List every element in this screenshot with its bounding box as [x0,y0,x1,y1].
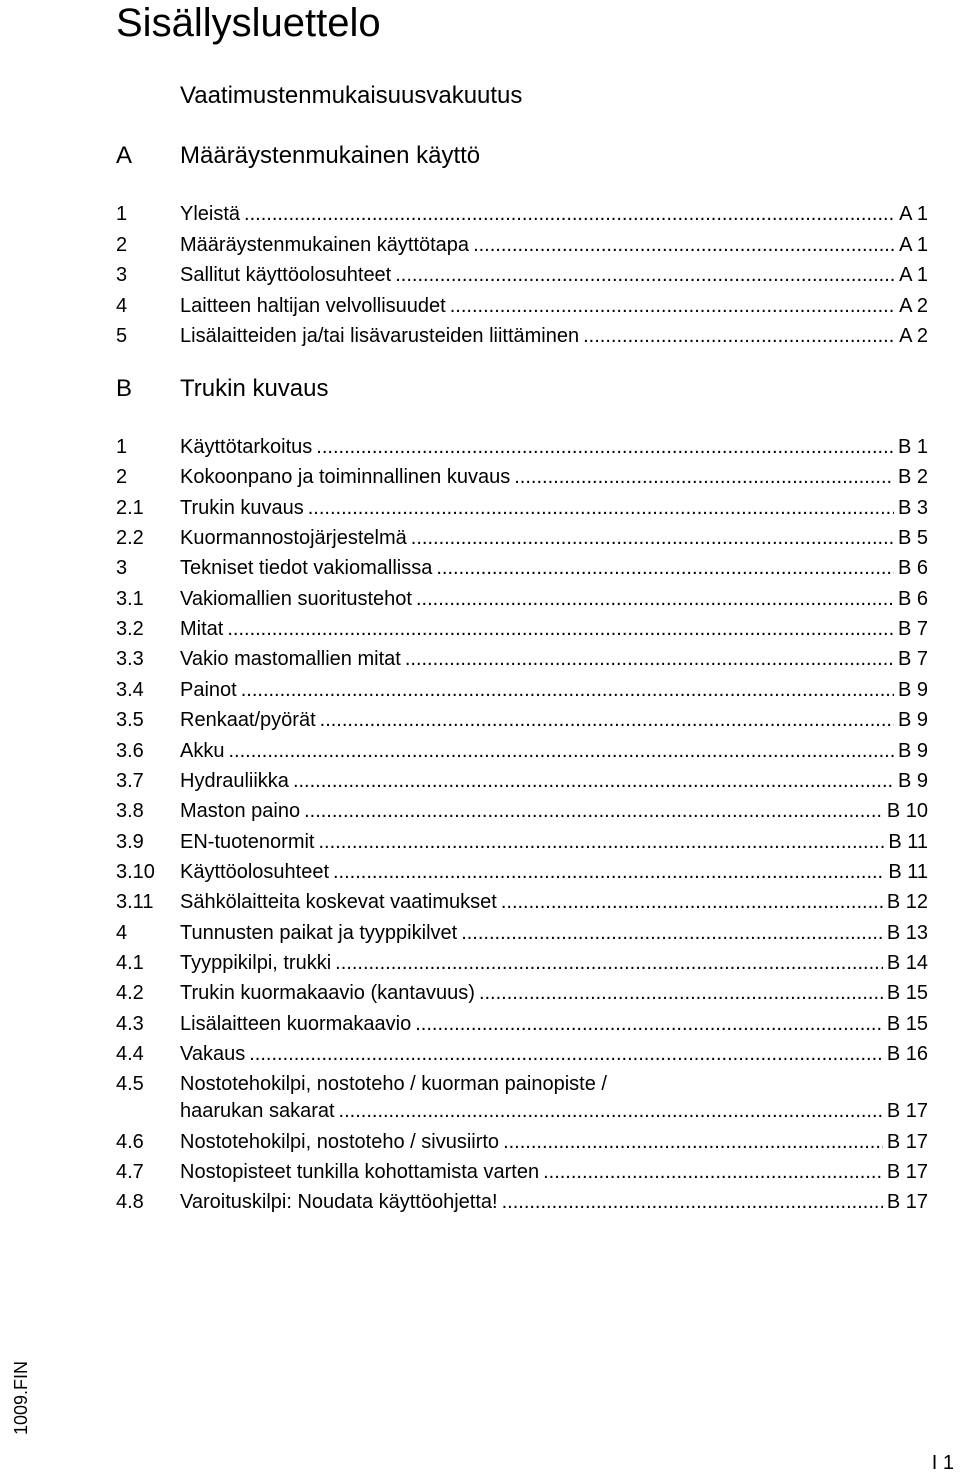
toc-entry[interactable] [116,1011,928,1037]
dot-leader [405,646,894,672]
toc-entry-page: B 17 [886,1191,928,1214]
toc-entry-title: Hydrauliikka [180,769,289,792]
toc-entry-page: B 5 [897,527,928,550]
toc-entry-number: 3.6 [116,739,144,762]
toc-entry-title: Trukin kuvaus [180,496,304,519]
toc-entry-title: Varoituskilpi: Noudata käyttöohjetta! [180,1191,498,1214]
dot-leader [228,738,894,764]
toc-entry-number: 4 [116,294,128,317]
toc-entry-number: 2 [116,233,128,256]
toc-entry-line [180,586,928,612]
toc-entry-line [180,829,928,855]
dot-leader [450,293,895,319]
toc-entry[interactable] [116,798,928,824]
toc-entry-title: Vakaus [180,1043,246,1065]
toc-entry-page: B 9 [897,709,928,732]
toc-entry-number: 2.2 [116,527,144,550]
page-number: I 1 [931,1452,954,1474]
toc-entry-number: 4.1 [116,951,144,974]
toc-entry-number: 3.9 [116,830,144,853]
toc-entry[interactable] [116,525,928,551]
toc-entry[interactable] [116,201,928,227]
dot-leader [501,889,883,915]
dot-leader [316,434,894,460]
toc-entry-title: Nostopisteet tunkilla kohottamista varten [180,1161,540,1184]
dot-leader [333,859,884,885]
dot-leader [503,1129,883,1155]
toc-entry[interactable] [116,859,928,885]
toc-entry-title: Lisälaitteen kuormakaavio [180,1012,412,1035]
toc-entry-line [180,950,928,976]
toc-entry-title: Nostotehokilpi, nostoteho / sivusiirto [180,1130,500,1153]
dot-leader [543,1159,883,1185]
toc-entry-page: B 9 [897,739,928,762]
toc-entry-title-continued: haarukan sakarat [180,1100,335,1123]
toc-entry-line [180,677,928,703]
toc-entry-line [180,434,928,460]
dot-leader [416,586,894,612]
toc-entry[interactable] [116,646,928,672]
dot-leader [411,525,894,551]
toc-entry-number: 5 [116,325,128,348]
toc-entry-page: B 17 [886,1130,928,1153]
toc-entry-number: 2 [116,466,128,489]
toc-entry[interactable] [116,293,928,319]
toc-entry-number: 4 [116,921,128,944]
toc-entry-number: 3.5 [116,709,144,732]
toc-entry-line [180,798,928,824]
toc-entry-number: 3.1 [116,587,144,610]
toc-entry-page: B 10 [886,800,928,823]
toc-entry-title: Tunnusten paikat ja tyyppikilvet [180,921,458,944]
toc-entry-title: Trukin kuormakaavio (kantavuus) [180,982,475,1005]
dot-leader [227,616,894,642]
dot-leader [249,1041,883,1067]
toc-entry[interactable] [116,323,928,349]
toc-entry-line [180,525,928,551]
section-b-heading [116,369,928,409]
toc-entry[interactable] [116,707,928,733]
dot-leader [241,677,894,703]
toc-entry-title: Sallitut käyttöolosuhteet [180,264,392,287]
toc-entry-line [180,201,928,227]
toc-entry[interactable] [116,677,928,703]
toc-entry[interactable] [116,829,928,855]
dot-leader [335,950,883,976]
toc-entry-line [180,616,928,642]
toc-entry-number: 3.3 [116,648,144,671]
toc-entry-number: 4.2 [116,982,144,1005]
toc-entry-title: Sähkölaitteita koskevat vaatimukset [180,891,497,914]
dot-leader [244,201,895,227]
toc-entry-number: 2.1 [116,496,144,519]
page-title: Sisällysluettelo [116,1,381,45]
toc-entry-page: B 15 [886,982,928,1005]
toc-entry-page: B 9 [897,769,928,792]
toc-entry-title: Käyttöolosuhteet [180,860,329,883]
toc-entry-page: B 11 [888,860,928,883]
toc-entry[interactable] [116,1071,928,1125]
toc-entry[interactable] [116,920,928,946]
dot-leader [320,707,894,733]
document-code: 1009.FIN [11,1360,31,1436]
toc-entry-page: B 1 [897,436,928,458]
toc-entry-number: 4.5 [116,1073,144,1096]
toc-entry[interactable] [116,950,928,976]
toc-entry-page: B 6 [897,557,928,580]
toc-entry-title: Lisälaitteiden ja/tai lisävarusteiden liittäminen [180,325,580,348]
toc-entry-number: 4.4 [116,1043,144,1065]
toc-entry-title: Akku [180,739,225,762]
toc-entry[interactable] [116,889,928,915]
toc-entry-number: 3 [116,264,128,287]
toc-entry-page: B 17 [886,1100,928,1123]
dot-leader [304,798,883,824]
toc-entry[interactable] [116,555,928,581]
toc-entry-number: 3.10 [116,860,155,883]
toc-entry-line [180,980,928,1006]
toc-entry-page: B 9 [897,678,928,701]
toc-entry-page: B 16 [886,1043,928,1065]
toc-entry-title: Kokoonpano ja toiminnallinen kuvaus [180,466,511,489]
toc-entry-page: A 2 [899,325,928,348]
toc-entry-title: Vakio mastomallien mitat [180,648,401,671]
toc-entry-title: Yleistä [180,203,241,225]
toc-entry-title: Renkaat/pyörät [180,709,316,732]
toc-entry-number: 3.8 [116,800,144,823]
toc-entry-page: B 3 [897,496,928,519]
toc-entry-line [180,555,928,581]
toc-entry-line [180,1011,928,1037]
toc-entry[interactable] [116,464,928,490]
toc-entry-line [180,707,928,733]
section-a-letter: A [116,142,133,169]
section-a-title: Määräystenmukainen käyttö [180,142,481,169]
toc-entry-title: Kuormannostojärjestelmä [180,527,407,550]
toc-entry-line [180,323,928,349]
toc-entry-number: 4.3 [116,1012,144,1035]
toc-entry[interactable] [116,495,928,521]
toc-entry-line [180,1098,928,1124]
toc-entry-line [180,262,928,288]
toc-entry-line [180,495,928,521]
toc-entry-line [180,1189,928,1215]
dot-leader [461,920,883,946]
toc-entry-line [180,738,928,764]
dot-leader [479,980,883,1006]
toc-entry-title: Tyyppikilpi, trukki [180,951,332,974]
toc-entry-line [180,646,928,672]
dot-leader [293,768,894,794]
toc-entry-number: 1 [116,436,128,458]
section-b-letter: B [116,375,133,402]
dot-leader [308,495,894,521]
toc-entry-title: Nostotehokilpi, nostoteho / kuorman painopiste / [180,1073,607,1096]
preface-title: Vaatimustenmukaisuusvakuutus [180,82,523,109]
toc-entry[interactable] [116,1041,928,1067]
toc-entry[interactable] [116,232,928,258]
toc-entry[interactable] [116,1129,928,1155]
dot-leader [436,555,894,581]
toc-entry-title: Määräystenmukainen käyttötapa [180,233,470,256]
toc-entry-page: B 6 [897,587,928,610]
toc-entry[interactable] [116,1159,928,1185]
dot-leader [583,323,895,349]
toc-entry-line [180,464,928,490]
toc-entry-line [180,859,928,885]
toc-entry-page: B 14 [886,951,928,974]
dot-leader [514,464,894,490]
toc-entry[interactable] [116,434,928,460]
toc-entry-number: 4.8 [116,1191,144,1214]
toc-entry-line [180,232,928,258]
dot-leader [473,232,895,258]
toc-entry-title: Painot [180,678,237,701]
toc-entry-line [180,1159,928,1185]
section-a-heading [116,136,928,176]
toc-entry-number: 3 [116,557,128,580]
toc-entry[interactable] [116,738,928,764]
toc-entry[interactable] [116,616,928,642]
dot-leader [395,262,895,288]
toc-entry-page: A 1 [899,203,928,225]
toc-entry-line [180,768,928,794]
toc-entry-line [180,889,928,915]
toc-entry-line [180,920,928,946]
toc-entry[interactable] [116,768,928,794]
toc-entry-line [180,1129,928,1155]
toc-entry[interactable] [116,980,928,1006]
toc-entry-number: 3.4 [116,678,144,701]
toc-entry-page: A 2 [899,294,928,317]
toc-entry-page: B 7 [897,648,928,671]
toc-entry-page: B 13 [886,921,928,944]
toc-entry-page: B 17 [886,1161,928,1184]
toc-entry-title: Vakiomallien suoritustehot [180,587,412,610]
toc-entry-page: A 1 [899,264,928,287]
toc-entry-number: 1 [116,203,128,225]
toc-entry[interactable] [116,1189,928,1215]
section-b-title: Trukin kuvaus [180,375,329,402]
dot-leader [319,829,885,855]
preface-heading [116,76,928,116]
dot-leader [415,1011,883,1037]
toc-entry-title: EN-tuotenormit [180,830,315,853]
toc-entry-page: B 7 [897,618,928,641]
toc-entry-number: 3.7 [116,769,144,792]
toc-entry-line [180,293,928,319]
toc-entry-page: B 2 [897,466,928,489]
toc-entry[interactable] [116,262,928,288]
toc-entry-number: 3.11 [116,891,154,914]
toc-entry-title: Mitat [180,618,224,641]
toc-entry-number: 4.7 [116,1161,144,1184]
toc-entry-line [180,1041,928,1067]
dot-leader [339,1098,883,1124]
toc-entry-number: 4.6 [116,1130,144,1153]
toc-entry-page: B 15 [886,1012,928,1035]
toc-entry-page: B 12 [886,891,928,914]
toc-entry-title: Laitteen haltijan velvollisuudet [180,294,446,317]
toc-entry[interactable] [116,586,928,612]
toc-entry-page: B 11 [888,830,928,853]
toc-entry-page: A 1 [899,233,928,256]
dot-leader [502,1189,883,1215]
toc-entry-title: Käyttötarkoitus [180,436,313,458]
toc-entry-number: 3.2 [116,618,144,641]
toc-entry-title: Tekniset tiedot vakiomallissa [180,557,433,580]
toc-entry-title: Maston paino [180,800,301,823]
